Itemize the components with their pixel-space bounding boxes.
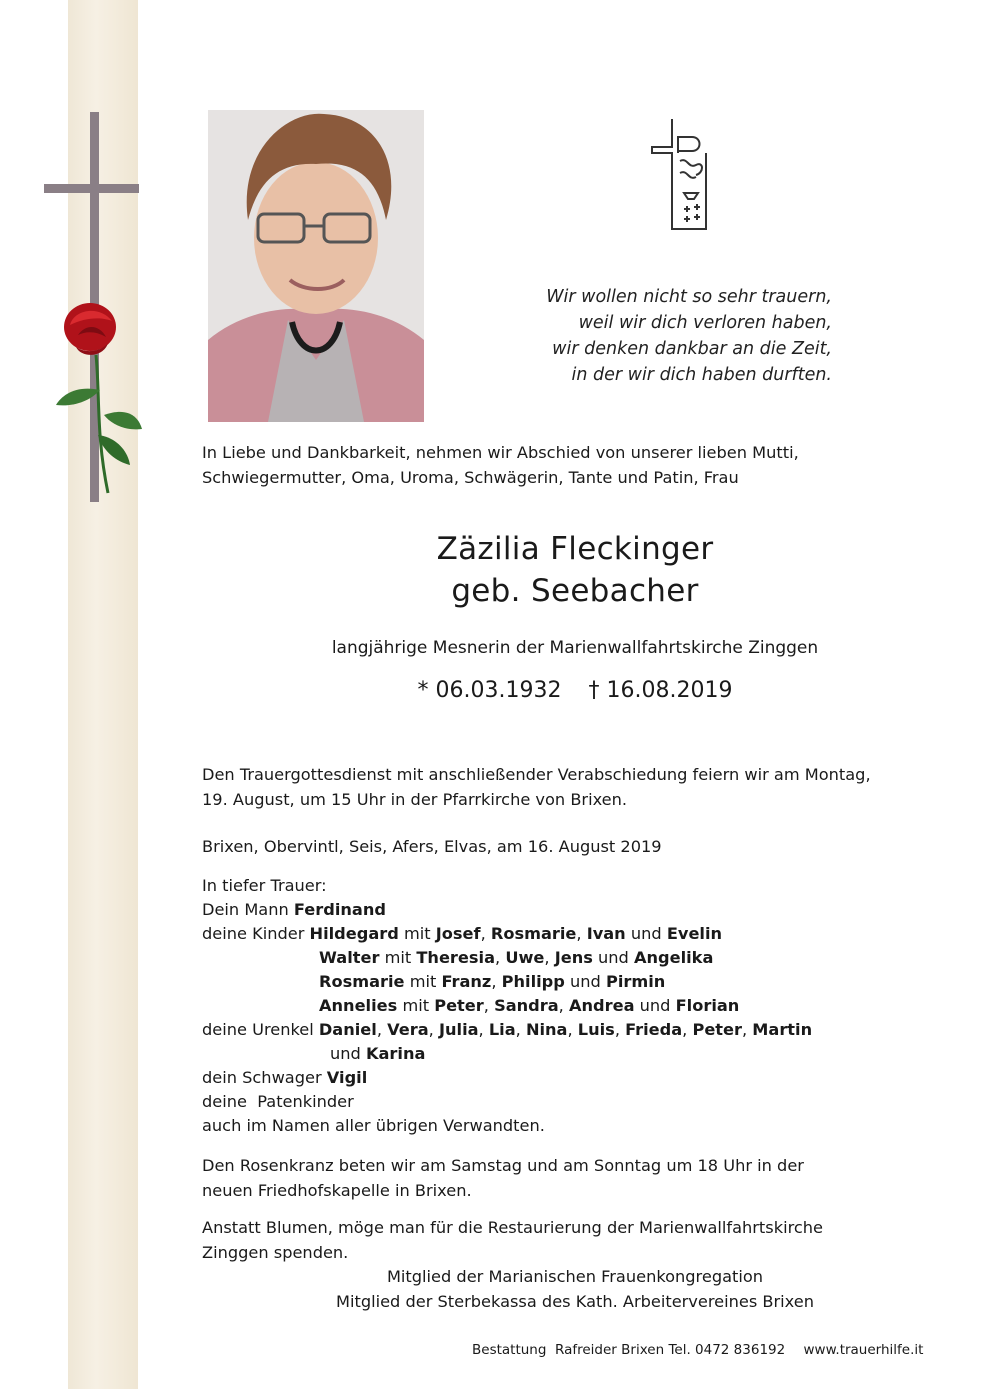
family-child-row: Walter mit Theresia, Uwe, Jens und Angelika: [319, 948, 714, 967]
life-dates: [200, 678, 950, 703]
service-info: [202, 762, 902, 812]
place-date: Brixen, Obervintl, Seis, Afers, Elvas, am 16. August 2019: [202, 837, 662, 856]
family-child-row: Rosmarie mit Franz, Philipp und Pirmin: [319, 972, 666, 991]
rosary-info: [202, 1153, 902, 1203]
family-godchildren: deine Patenkinder: [202, 1092, 354, 1111]
family-child-row: Annelies mit Peter, Sandra, Andrea und Florian: [319, 996, 740, 1015]
service-line: 19. August, um 15 Uhr in der Pfarrkirche von Brixen.: [202, 790, 628, 809]
family-great-grandchildren-cont: und Karina: [330, 1044, 426, 1063]
rose-icon: [56, 295, 142, 495]
funeral-home: Bestattung Rafreider Brixen Tel. 0472 836192: [472, 1342, 786, 1358]
full-name: Zäzilia Fleckinger: [436, 531, 714, 567]
membership-line: Mitglied der Marianischen Frauenkongregation: [386, 1267, 764, 1286]
poem-line: wir denken dankbar an die Zeit,: [552, 339, 832, 359]
intro-text: [202, 440, 882, 490]
family-brother-in-law: dein Schwager Vigil: [202, 1068, 368, 1087]
deceased-role: langjährige Mesnerin der Marienwallfahrtskirche Zinggen: [331, 638, 819, 658]
membership-line: Mitglied der Sterbekassa des Kath. Arbeitervereines Brixen: [336, 1292, 814, 1311]
family-list: [202, 874, 902, 1138]
rosary-line: neuen Friedhofskapelle in Brixen.: [202, 1181, 472, 1200]
family-heading: In tiefer Trauer:: [202, 876, 327, 895]
footer: [472, 1342, 924, 1358]
family-child-row: deine Kinder Hildegard mit Josef, Rosmarie, Ivan und Evelin: [202, 924, 723, 943]
poem-line: weil wir dich verloren haben,: [578, 313, 832, 333]
deceased-name: [200, 528, 950, 612]
family-husband: Dein Mann Ferdinand: [202, 900, 386, 919]
death-date: † 16.08.2019: [588, 678, 733, 703]
poem-line: in der wir dich haben durften.: [571, 365, 832, 385]
intro-line: In Liebe und Dankbarkeit, nehmen wir Abschied von unserer lieben Mutti,: [202, 443, 799, 462]
service-line: Den Trauergottesdienst mit anschließender Verabschiedung feiern wir am Montag,: [202, 765, 871, 784]
christian-symbol-icon: [648, 117, 708, 233]
flowers-line: Anstatt Blumen, möge man für die Restaurierung der Marienwallfahrtskirche: [202, 1218, 823, 1237]
website-link[interactable]: www.trauerhilfe.it: [803, 1342, 924, 1358]
rosary-line: Den Rosenkranz beten wir am Samstag und am Sonntag um 18 Uhr in der: [202, 1156, 804, 1175]
birth-name: geb. Seebacher: [451, 573, 699, 609]
memberships: [220, 1264, 930, 1314]
memorial-poem: [470, 284, 832, 388]
flowers-info: [202, 1215, 902, 1265]
portrait-photo: [208, 110, 424, 422]
family-great-grandchildren: deine Urenkel Daniel, Vera, Julia, Lia, Nina, Luis, Frieda, Peter, Martin: [202, 1020, 813, 1039]
flowers-line: Zinggen spenden.: [202, 1243, 349, 1262]
poem-line: Wir wollen nicht so sehr trauern,: [546, 287, 832, 307]
intro-line: Schwiegermutter, Oma, Uroma, Schwägerin, Tante und Patin, Frau: [202, 468, 739, 487]
family-relatives: auch im Namen aller übrigen Verwandten.: [202, 1116, 545, 1135]
birth-date: * 06.03.1932: [417, 678, 562, 703]
